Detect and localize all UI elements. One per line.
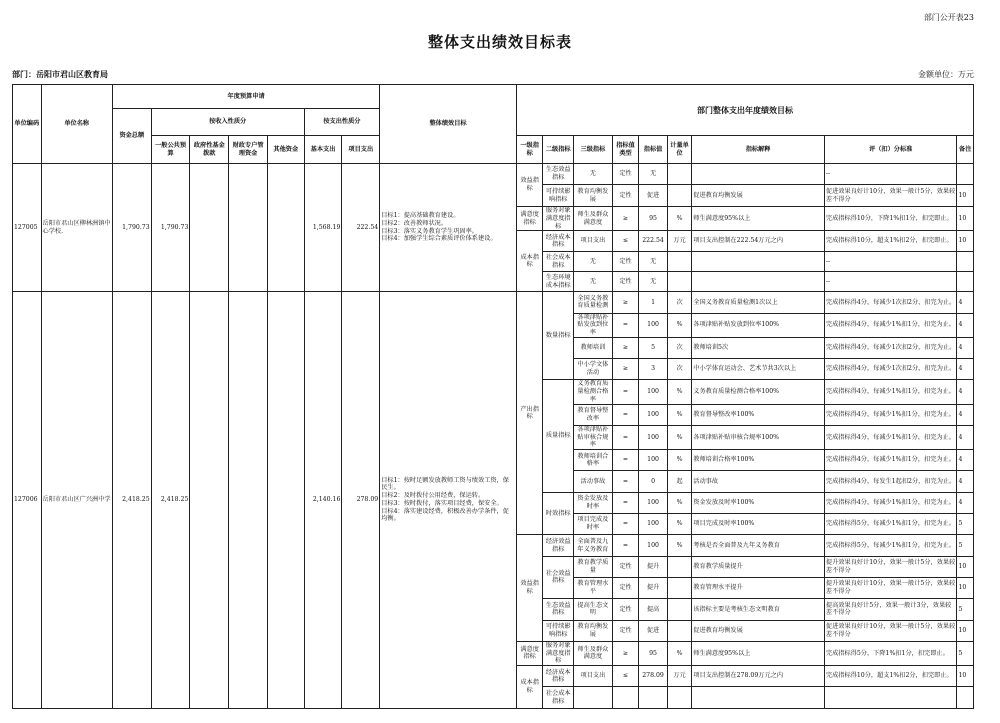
value-type-cell: 定性	[612, 620, 639, 641]
level3-indicator-cell: 项目支出	[574, 666, 613, 687]
indicator-value-cell: 提升	[639, 577, 668, 598]
remark-cell: 10	[957, 231, 974, 252]
level3-indicator-cell: 教育督导整改率	[574, 404, 613, 425]
indicator-value-cell: 95	[639, 207, 668, 231]
measure-unit-cell	[667, 577, 691, 598]
remark-cell: 4	[957, 380, 974, 404]
value-type-cell: =	[612, 535, 639, 556]
level2-header: 二级指标	[543, 136, 574, 164]
explanation-cell	[692, 272, 825, 292]
scoring-cell: 完成指标得5分，每减少1%扣1分，扣完为止。	[824, 535, 957, 556]
by-income-header: 按收入性质分	[151, 109, 304, 136]
measure-unit-cell	[667, 687, 691, 708]
value-type-cell: =	[612, 404, 639, 425]
indicator-value-cell: 5	[639, 337, 668, 358]
level1-indicator-cell: 成本指标	[516, 666, 543, 709]
scoring-cell: 完成指标得4分，每减少1次扣2分，扣完为止。	[824, 292, 957, 313]
level3-indicator-cell: 各项津贴补贴发放到位率	[574, 313, 613, 337]
level3-header: 三级指标	[574, 136, 613, 164]
value-type-cell: =	[612, 514, 639, 535]
explanation-cell: 考核是否全面普及九年义务教育	[692, 535, 825, 556]
explanation-cell	[692, 687, 825, 708]
scoring-cell: 提升效果良好计10分，效果一般计5分，效果较差不得分	[824, 556, 957, 577]
value-type-cell: ≤	[612, 231, 639, 252]
measure-unit-cell: %	[667, 535, 691, 556]
annual-budget-header: 年度预算申请	[112, 85, 379, 109]
basic-expense-header: 基本支出	[304, 136, 342, 164]
performance-table	[12, 84, 974, 709]
explanation-cell: 该指标主要是考核生态文明教育	[692, 599, 825, 620]
explanation-cell: 资金发放及时率100%	[692, 492, 825, 513]
indicator-value-cell: 促进	[639, 620, 668, 641]
scoring-cell	[824, 687, 957, 708]
level2-indicator-cell: 社会效益指标	[543, 556, 574, 599]
total-funds-cell: 1,790.73	[112, 164, 151, 292]
measure-unit-cell: %	[667, 313, 691, 337]
scoring-cell: 完成指标得10分，超支1%扣2分，扣完即止。	[824, 666, 957, 687]
other-funds-cell	[267, 164, 304, 292]
scoring-cell: 完成指标得5分，下降1%扣1分，扣完即止。	[824, 641, 957, 665]
indicator-value-cell: 100	[639, 514, 668, 535]
level3-indicator-cell: 资金发放及时率	[574, 492, 613, 513]
gov-fund-header: 政府性基金拨款	[190, 136, 229, 164]
explanation-cell: 项目完成及时率100%	[692, 514, 825, 535]
indicator-value-cell: 促进	[639, 185, 668, 207]
remark-cell: 5	[957, 514, 974, 535]
value-type-cell: =	[612, 313, 639, 337]
level2-indicator-cell: 经济成本指标	[543, 231, 574, 252]
value-type-cell: 定性	[612, 272, 639, 292]
level3-indicator-cell: 全面普及九年义务教育	[574, 535, 613, 556]
indicator-value-cell: 100	[639, 492, 668, 513]
measure-unit-cell: %	[667, 450, 691, 471]
scoring-cell: 完成指标得4分，每减少1%扣1分，扣完为止。	[824, 313, 957, 337]
level3-indicator-cell: 无	[574, 272, 613, 292]
overall-goal-header: 整体绩效目标	[380, 85, 517, 164]
remark-cell: 4	[957, 425, 974, 449]
unit-code-header: 单位编码	[13, 85, 42, 164]
indicator-value-cell: 100	[639, 535, 668, 556]
remark-cell	[957, 252, 974, 272]
explanation-header: 指标解释	[692, 136, 825, 164]
level3-indicator-cell	[574, 687, 613, 708]
explanation-cell: 项目支出控制在222.54万元之内	[692, 231, 825, 252]
explanation-cell: 教师培训5次	[692, 337, 825, 358]
remark-cell: 10	[957, 185, 974, 207]
remark-cell	[957, 272, 974, 292]
value-type-cell: ≥	[612, 641, 639, 665]
level3-indicator-cell: 无	[574, 164, 613, 185]
scoring-cell: 完成指标得4分，每减少1%扣1分，扣完为止。	[824, 492, 957, 513]
level1-indicator-cell: 满意度指标	[516, 207, 543, 231]
project-expense-cell: 222.54	[342, 164, 380, 292]
overall-goal-cell: 目标1：提高基础教育建设。 目标2：改善教师状况。 目标3：落实义务教育学生巩固率。 目标4：加强学生综合素质评价体系建设。	[380, 164, 517, 292]
indicator-value-cell: 222.54	[639, 231, 668, 252]
scoring-cell: 完成指标得4分，每减少1次扣2分，扣完为止。	[824, 337, 957, 358]
remark-cell: 4	[957, 337, 974, 358]
level3-indicator-cell: 全国义务教育质量检测	[574, 292, 613, 313]
level1-indicator-cell: 效益指标	[516, 164, 543, 207]
value-type-header: 指标值类型	[612, 136, 639, 164]
indicator-value-cell: 无	[639, 272, 668, 292]
remark-cell: 5	[957, 599, 974, 620]
measure-unit-cell: 次	[667, 292, 691, 313]
remark-cell: 10	[957, 666, 974, 687]
level2-indicator-cell: 经济效益指标	[543, 535, 574, 556]
remark-cell	[957, 164, 974, 185]
measure-unit-cell	[667, 620, 691, 641]
unit-name-cell: 岳阳市君山区柳林洲镇中心学校.	[41, 164, 112, 292]
remark-cell: 4	[957, 404, 974, 425]
level3-indicator-cell: 无	[574, 252, 613, 272]
scoring-cell: 促进效果良好计10分，效果一般计5分，效果较差不得分	[824, 620, 957, 641]
level3-indicator-cell: 教育均衡发展	[574, 185, 613, 207]
level3-indicator-cell: 师生及群众满意度	[574, 641, 613, 665]
remark-cell: 4	[957, 450, 974, 471]
remark-cell	[957, 687, 974, 708]
value-type-cell: ≥	[612, 359, 639, 380]
level2-indicator-cell: 质量指标	[543, 380, 574, 492]
value-type-cell: ≥	[612, 207, 639, 231]
scoring-cell: 完成指标得4分，每减少1%扣1分，扣完为止。	[824, 404, 957, 425]
currency-unit-label: 金额单位：万元	[918, 70, 974, 79]
measure-unit-cell: %	[667, 641, 691, 665]
basic-expense-cell: 1,568.19	[304, 164, 342, 292]
measure-unit-cell: 万元	[667, 666, 691, 687]
value-type-cell: 定性	[612, 185, 639, 207]
explanation-cell: 中小学体育运动会、艺术节共3次以上	[692, 359, 825, 380]
measure-unit-cell	[667, 164, 691, 185]
remark-cell: 5	[957, 641, 974, 665]
indicator-value-cell: 100	[639, 404, 668, 425]
unit-name-cell: 岳阳市君山区广兴洲中学	[41, 292, 112, 708]
explanation-cell: 促进教育均衡发展	[692, 185, 825, 207]
explanation-cell: 各项津贴补贴审核合规率100%	[692, 425, 825, 449]
level3-indicator-cell: 项目支出	[574, 231, 613, 252]
level3-indicator-cell: 教师培训合格率	[574, 450, 613, 471]
project-expense-header: 项目支出	[342, 136, 380, 164]
level2-indicator-cell: 可持续影响指标	[543, 620, 574, 641]
explanation-cell: 促进教育均衡发展	[692, 620, 825, 641]
value-type-cell: 定性	[612, 577, 639, 598]
level3-indicator-cell: 教师培训	[574, 337, 613, 358]
level1-indicator-cell: 成本指标	[516, 231, 543, 292]
gov-fund-cell	[190, 292, 229, 708]
value-type-cell: ≥	[612, 292, 639, 313]
measure-unit-cell: 次	[667, 337, 691, 358]
explanation-cell	[692, 164, 825, 185]
value-type-cell: =	[612, 492, 639, 513]
level2-indicator-cell: 服务对象满意度指标	[543, 207, 574, 231]
measure-unit-cell	[667, 272, 691, 292]
page-title: 整体支出绩效目标表	[427, 33, 572, 51]
measure-unit-cell: %	[667, 492, 691, 513]
level2-indicator-cell: 生态环境成本指标	[543, 272, 574, 292]
level1-indicator-cell: 满意度指标	[516, 641, 543, 665]
unit-code-cell: 127005	[13, 164, 42, 292]
value-type-cell: 定性	[612, 599, 639, 620]
scoring-cell: 完成指标得4分，每减少1%扣1分，扣完为止。	[824, 380, 957, 404]
page-number-label: 部门公开表23	[923, 13, 974, 22]
value-type-cell: =	[612, 380, 639, 404]
value-type-cell	[612, 687, 639, 708]
level1-header: 一级指标	[516, 136, 543, 164]
indicator-value-cell: 278.09	[639, 666, 668, 687]
other-funds-header: 其他资金	[267, 136, 304, 164]
scoring-cell: 完成指标得4分，每发生1起扣2分，扣完为止。	[824, 471, 957, 492]
indicator-value-cell: 无	[639, 164, 668, 185]
explanation-cell: 师生满意度95%以上	[692, 207, 825, 231]
remark-cell: 10	[957, 620, 974, 641]
explanation-cell: 项目支出控制在278.09万元之内	[692, 666, 825, 687]
by-expense-header: 按支出性质分	[304, 109, 380, 136]
level3-indicator-cell: 教育管理水平	[574, 577, 613, 598]
indicator-value-cell: 提高	[639, 599, 668, 620]
dept-annual-goal-header: 部门整体支出年度绩效目标	[516, 85, 973, 136]
value-header: 指标值	[639, 136, 668, 164]
level1-indicator-cell: 产出指标	[516, 292, 543, 535]
level2-indicator-cell: 时效指标	[543, 492, 574, 535]
indicator-value-cell	[639, 687, 668, 708]
scoring-cell: 完成指标得10分，超支1%扣2分，扣完即止。	[824, 231, 957, 252]
measure-unit-cell	[667, 599, 691, 620]
level2-indicator-cell: 生态效益指标	[543, 164, 574, 185]
measure-unit-cell: 次	[667, 359, 691, 380]
measure-unit-cell	[667, 252, 691, 272]
unit-code-cell: 127006	[13, 292, 42, 708]
scoring-cell: 促进效果良好计10分，效果一般计5分，效果较差不得分	[824, 185, 957, 207]
total-funds-header: 资金总额	[112, 109, 151, 164]
level2-indicator-cell: 服务对象满意度指标	[543, 641, 574, 665]
measure-unit-cell	[667, 556, 691, 577]
measure-unit-header: 计量单位	[667, 136, 691, 164]
explanation-cell	[692, 252, 825, 272]
remark-cell: 4	[957, 292, 974, 313]
scoring-cell: 完成指标得4分，每减少1次扣2分，扣完为止。	[824, 359, 957, 380]
level3-indicator-cell: 义务教育质量检测合格率	[574, 380, 613, 404]
level3-indicator-cell: 各项津贴补贴审核合规率	[574, 425, 613, 449]
department-label: 部门：岳阳市君山区教育局	[12, 69, 108, 79]
level2-indicator-cell: 经济成本指标	[543, 666, 574, 687]
level2-indicator-cell: 可持续影响指标	[543, 185, 574, 207]
value-type-cell: ≥	[612, 337, 639, 358]
indicator-value-cell: 提升	[639, 556, 668, 577]
scoring-cell: --	[824, 164, 957, 185]
indicator-value-cell: 无	[639, 252, 668, 272]
level2-indicator-cell: 数量指标	[543, 292, 574, 380]
scoring-cell: 完成指标得5分，每减少1%扣1分，扣完为止。	[824, 514, 957, 535]
explanation-cell: 各项津贴补贴发放到位率100%	[692, 313, 825, 337]
measure-unit-cell: 万元	[667, 231, 691, 252]
level3-indicator-cell: 师生及群众满意度	[574, 207, 613, 231]
indicator-value-cell: 3	[639, 359, 668, 380]
measure-unit-cell: %	[667, 514, 691, 535]
fiscal-special-cell	[229, 292, 268, 708]
level1-indicator-cell: 效益指标	[516, 535, 543, 641]
explanation-cell: 师生满意度95%以上	[692, 641, 825, 665]
level3-indicator-cell: 项目完成及时率	[574, 514, 613, 535]
value-type-cell: 定性	[612, 164, 639, 185]
explanation-cell: 活动事故	[692, 471, 825, 492]
level2-indicator-cell: 生态效益指标	[543, 599, 574, 620]
level3-indicator-cell: 教育均衡发展	[574, 620, 613, 641]
scoring-header: 评（扣）分标准	[824, 136, 957, 164]
general-budget-cell: 2,418.25	[151, 292, 190, 708]
measure-unit-cell	[667, 185, 691, 207]
value-type-cell: =	[612, 450, 639, 471]
indicator-value-cell: 100	[639, 450, 668, 471]
explanation-cell: 教育督导整改率100%	[692, 404, 825, 425]
explanation-cell: 教育教学质量提升	[692, 556, 825, 577]
indicator-value-cell: 100	[639, 313, 668, 337]
indicator-value-cell: 1	[639, 292, 668, 313]
remark-cell: 4	[957, 492, 974, 513]
remark-cell: 4	[957, 313, 974, 337]
other-funds-cell	[267, 292, 304, 708]
value-type-cell: 定性	[612, 556, 639, 577]
indicator-value-cell: 100	[639, 425, 668, 449]
value-type-cell: =	[612, 471, 639, 492]
scoring-cell: 提高效果良好计5分，效果一般计3分，效果较差不得分	[824, 599, 957, 620]
remark-cell: 5	[957, 535, 974, 556]
explanation-cell: 教育管理水平提升	[692, 577, 825, 598]
explanation-cell: 全国义务教育质量检测1次以上	[692, 292, 825, 313]
level2-indicator-cell: 社会成本指标	[543, 252, 574, 272]
remark-cell: 10	[957, 207, 974, 231]
measure-unit-cell: %	[667, 425, 691, 449]
remark-cell: 4	[957, 471, 974, 492]
explanation-cell: 义务教育质量检测合格率100%	[692, 380, 825, 404]
remark-cell: 4	[957, 359, 974, 380]
general-budget-cell: 1,790.73	[151, 164, 190, 292]
remark-cell: 10	[957, 577, 974, 598]
scoring-cell: 完成指标得10分，下降1%扣1分，扣完即止。	[824, 207, 957, 231]
fiscal-special-header: 财政专户管理资金	[229, 136, 268, 164]
fiscal-special-cell	[229, 164, 268, 292]
total-funds-cell: 2,418.25	[112, 292, 151, 708]
measure-unit-cell: %	[667, 207, 691, 231]
remark-header: 备注	[957, 136, 974, 164]
value-type-cell: 定性	[612, 252, 639, 272]
measure-unit-cell: %	[667, 404, 691, 425]
project-expense-cell: 278.09	[342, 292, 380, 708]
value-type-cell: ≤	[612, 666, 639, 687]
value-type-cell: =	[612, 425, 639, 449]
level3-indicator-cell: 活动事故	[574, 471, 613, 492]
level2-indicator-cell: 社会成本指标	[543, 687, 574, 708]
measure-unit-cell: 起	[667, 471, 691, 492]
level3-indicator-cell: 提高生态文明	[574, 599, 613, 620]
measure-unit-cell: %	[667, 380, 691, 404]
level3-indicator-cell: 中小学文体活动	[574, 359, 613, 380]
remark-cell: 10	[957, 556, 974, 577]
scoring-cell: --	[824, 252, 957, 272]
scoring-cell: --	[824, 272, 957, 292]
scoring-cell: 完成指标得4分，每减少1%扣1分，扣完为止。	[824, 450, 957, 471]
gov-fund-cell	[190, 164, 229, 292]
level3-indicator-cell: 教育教学质量	[574, 556, 613, 577]
unit-name-header: 单位名称	[41, 85, 112, 164]
indicator-value-cell: 100	[639, 380, 668, 404]
scoring-cell: 提升效果良好计10分，效果一般计5分，效果较差不得分	[824, 577, 957, 598]
overall-goal-cell: 目标1：按时足额发放教师工资与绩效工资，保民生。 目标2：及时拨付公用经费，保运转。 目标3：按时拨付，落实项目经费，保安全。 目标4：落实建设经费，积极改善办学条件，促均衡。	[380, 292, 517, 708]
indicator-value-cell: 95	[639, 641, 668, 665]
indicator-value-cell: 0	[639, 471, 668, 492]
explanation-cell: 教师培训合格率100%	[692, 450, 825, 471]
general-budget-header: 一般公共预算	[151, 136, 190, 164]
basic-expense-cell: 2,140.16	[304, 292, 342, 708]
scoring-cell: 完成指标得4分，每减少1%扣1分，扣完为止。	[824, 425, 957, 449]
